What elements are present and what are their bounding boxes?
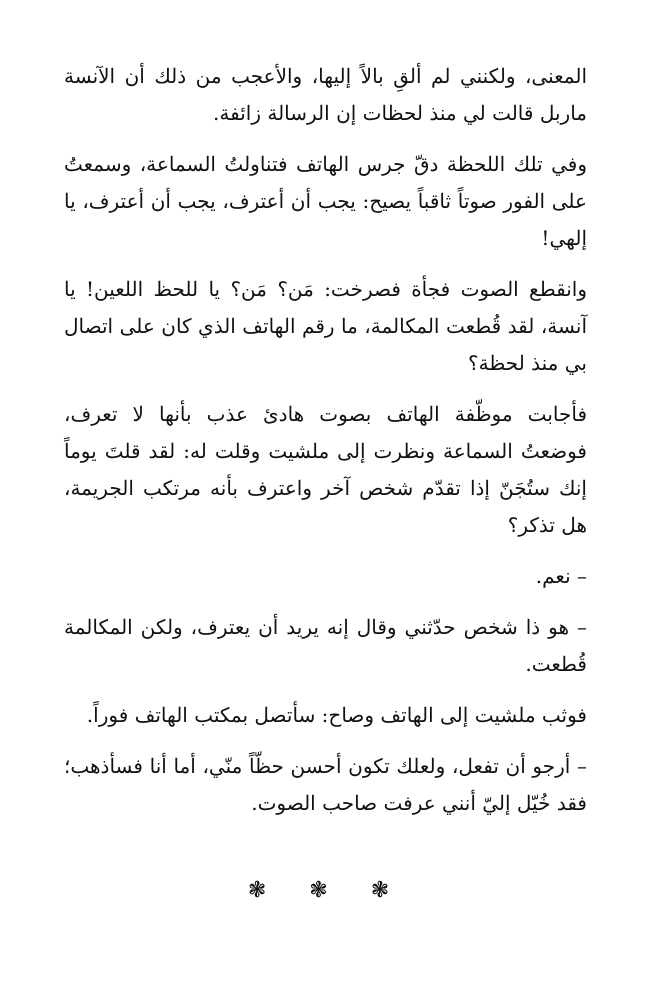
asterism-icon: ❃ [309, 878, 342, 903]
paragraph-1: المعنى، ولكنني لم ألقِ بالاً إليها، والأعجب من ذلك أن الآنسة ماربل قالت لي منذ لحظات إن الرسالة زائفة. [64, 64, 587, 125]
dialogue-line-1: – نعم. [535, 564, 587, 588]
asterism-icon: ❃ [370, 878, 404, 903]
book-page-text [64, 58, 587, 836]
dialogue-line-3: – أرجو أن تفعل، ولعلك تكون أحسن حظّاً منّي، أما أنا فسأذهب؛ فقد خُيّل إليّ أنني عرفت صاحب الصوت. [64, 754, 587, 815]
asterism-icon: ❃ [247, 878, 281, 903]
paragraph-5: فوثب ملشيت إلى الهاتف وصاح: سأتصل بمكتب الهاتف فوراً. [86, 703, 587, 727]
paragraph-4: فأجابت موظّفة الهاتف بصوت هادئ عذب بأنها لا تعرف، فوضعتُ السماعة ونظرت إلى ملشيت وقلت له: لقد قلتَ يوماً إنك ستُجَنّ إذا تقدّم شخص آخر واعترف بأنه مرتكب الجريمة، هل تذكر؟ [64, 402, 587, 537]
section-break-ornament [0, 878, 651, 903]
paragraph-2: وفي تلك اللحظة دقّ جرس الهاتف فتناولتُ السماعة، وسمعتُ على الفور صوتاً ثاقباً يصيح: يجب أن أعترف، يجب أن أعترف، يا إلهي! [64, 152, 587, 250]
paragraph-3: وانقطع الصوت فجأة فصرخت: مَن؟ مَن؟ يا للحظ اللعين! يا آنسة، لقد قُطعت المكالمة، ما رقم الهاتف الذي كان على اتصال بي منذ لحظة؟ [64, 277, 587, 375]
dialogue-line-2: – هو ذا شخص حدّثني وقال إنه يريد أن يعترف، ولكن المكالمة قُطعت. [64, 615, 587, 676]
